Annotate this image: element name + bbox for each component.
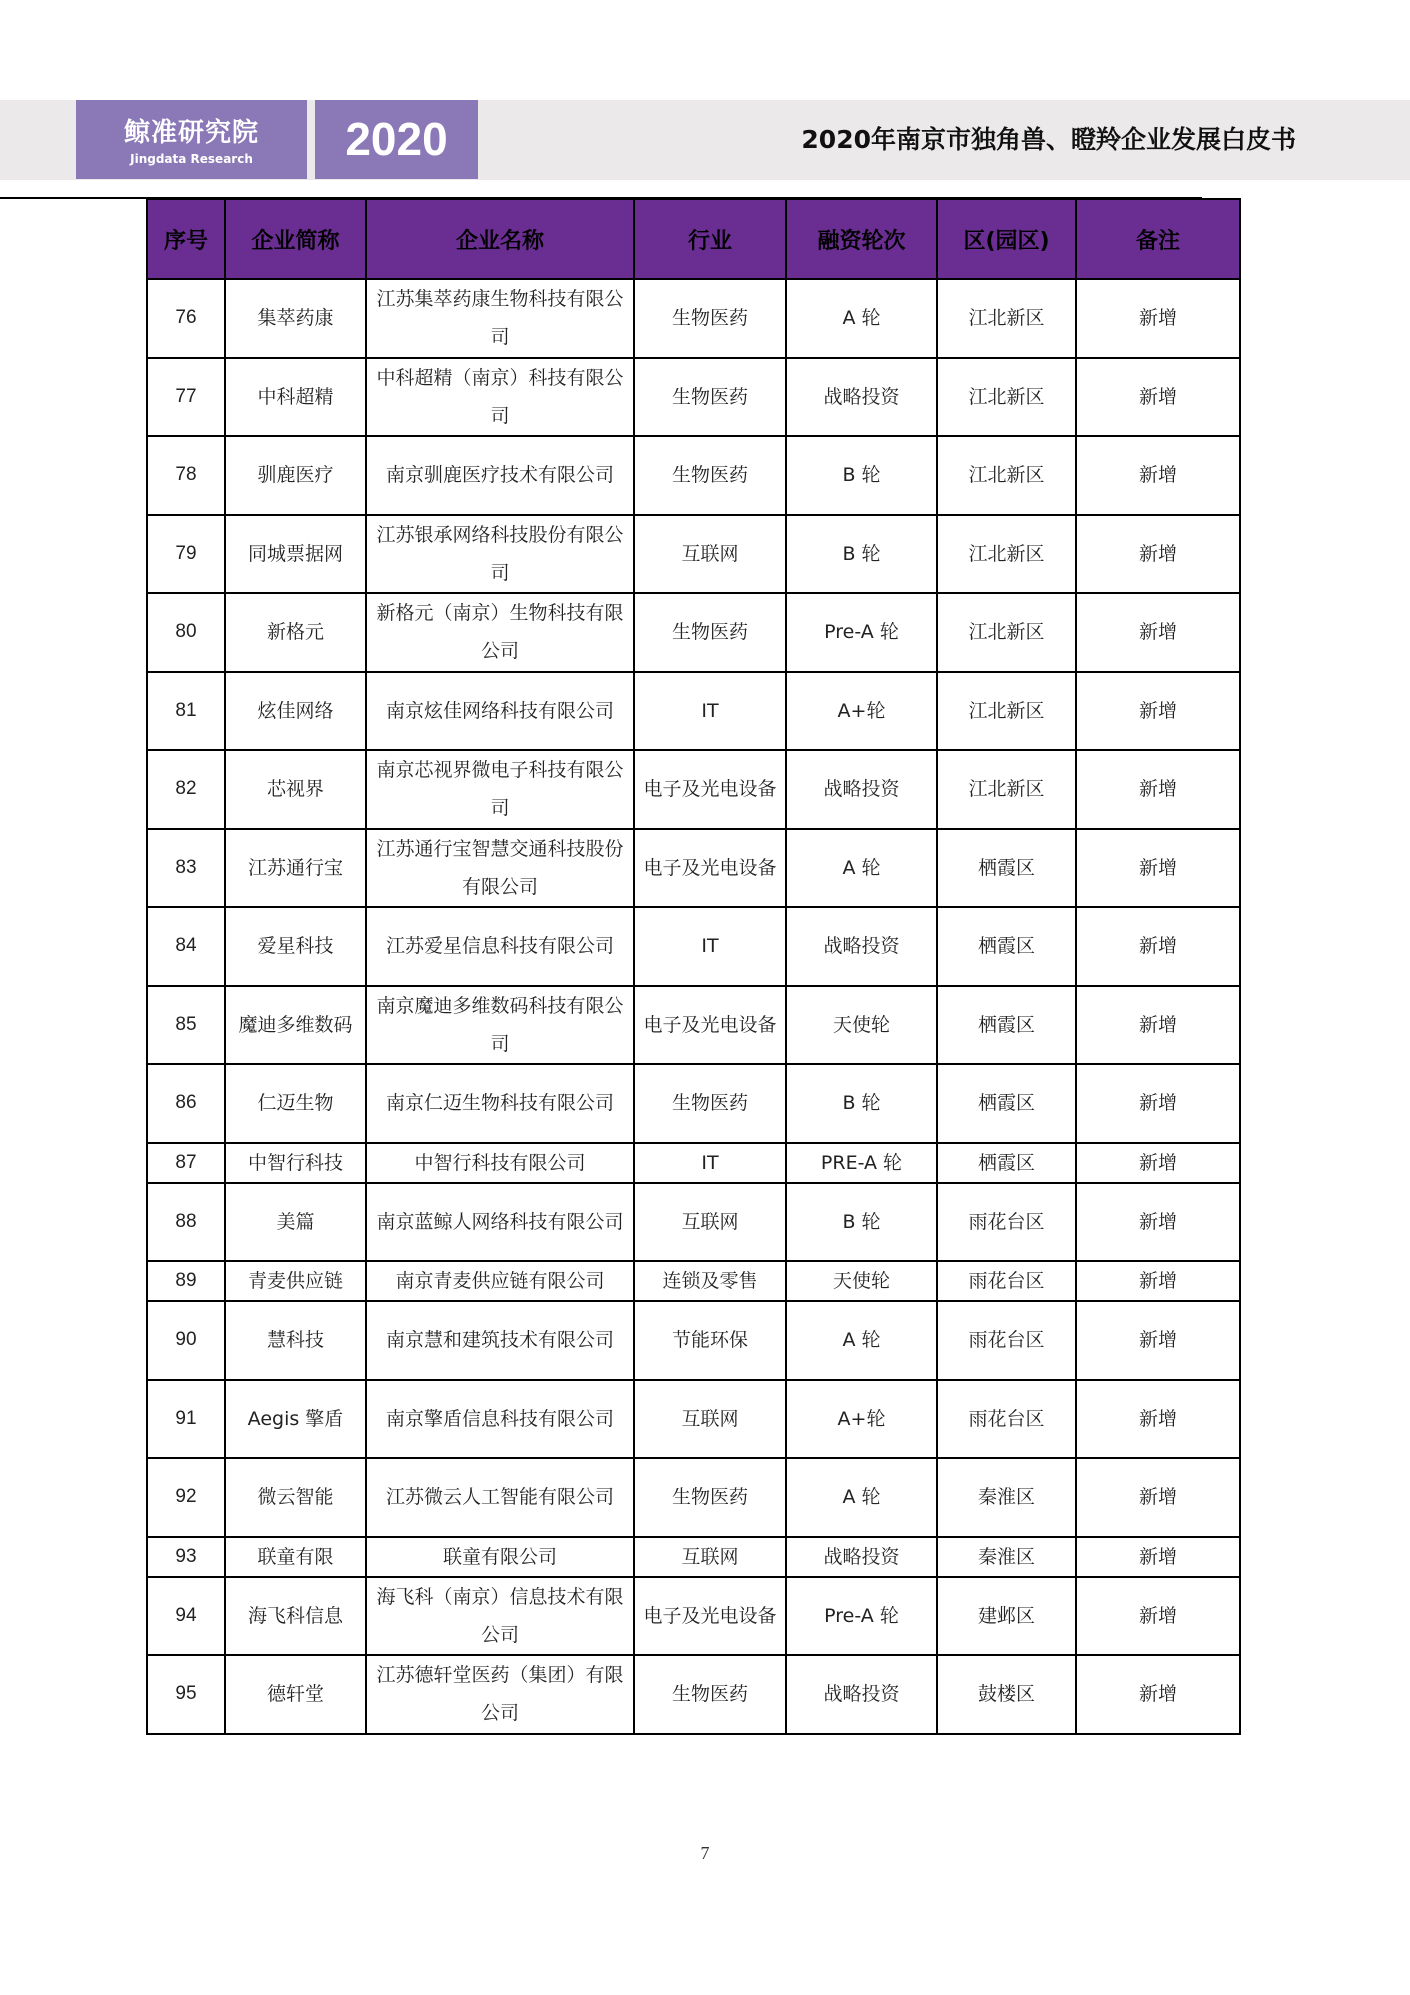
cell-round: 天使轮	[786, 1261, 937, 1301]
cell-short-name: 中智行科技	[225, 1143, 366, 1183]
cell-district: 栖霞区	[937, 1143, 1076, 1183]
cell-district: 秦淮区	[937, 1458, 1076, 1537]
cell-short-name: 美篇	[225, 1183, 366, 1262]
cell-round: B 轮	[786, 1064, 937, 1143]
table-row	[147, 1183, 1240, 1262]
logo-en-text: Jingdata Research	[130, 152, 253, 166]
cell-company-name: 江苏爱星信息科技有限公司	[366, 907, 634, 986]
cell-round: Pre-A 轮	[786, 1577, 937, 1656]
cell-round: 战略投资	[786, 1537, 937, 1577]
cell-round: A+轮	[786, 672, 937, 751]
page-number: 7	[700, 1843, 710, 1863]
cell-note: 新增	[1076, 279, 1240, 358]
cell-company-name: 中智行科技有限公司	[366, 1143, 634, 1183]
cell-short-name: 驯鹿医疗	[225, 436, 366, 515]
cell-company-name: 中科超精（南京）科技有限公司	[366, 358, 634, 437]
cell-no: 80	[147, 593, 225, 672]
cell-round: 战略投资	[786, 750, 937, 829]
cell-district: 雨花台区	[937, 1183, 1076, 1262]
cell-short-name: 炫佳网络	[225, 672, 366, 751]
cell-no: 78	[147, 436, 225, 515]
cell-short-name: 新格元	[225, 593, 366, 672]
table-row	[147, 1458, 1240, 1537]
table-row	[147, 515, 1240, 594]
cell-round: A 轮	[786, 829, 937, 908]
cell-industry: 互联网	[634, 1380, 786, 1459]
cell-no: 83	[147, 829, 225, 908]
cell-round: A 轮	[786, 279, 937, 358]
cell-industry: 互联网	[634, 515, 786, 594]
cell-round: A 轮	[786, 1301, 937, 1380]
cell-industry: 生物医药	[634, 436, 786, 515]
cell-round: B 轮	[786, 515, 937, 594]
cell-company-name: 江苏集萃药康生物科技有限公司	[366, 279, 634, 358]
cell-note: 新增	[1076, 1577, 1240, 1656]
cell-company-name: 海飞科（南京）信息技术有限公司	[366, 1577, 634, 1656]
cell-industry: 连锁及零售	[634, 1261, 786, 1301]
cell-no: 77	[147, 358, 225, 437]
cell-district: 江北新区	[937, 593, 1076, 672]
cell-district: 雨花台区	[937, 1261, 1076, 1301]
cell-note: 新增	[1076, 829, 1240, 908]
col-header-note: 备注	[1076, 199, 1240, 279]
cell-note: 新增	[1076, 907, 1240, 986]
cell-company-name: 南京仁迈生物科技有限公司	[366, 1064, 634, 1143]
year-badge: 2020	[315, 100, 478, 179]
cell-company-name: 南京蓝鲸人网络科技有限公司	[366, 1183, 634, 1262]
cell-district: 栖霞区	[937, 829, 1076, 908]
cell-industry: 电子及光电设备	[634, 986, 786, 1065]
cell-note: 新增	[1076, 1261, 1240, 1301]
cell-no: 81	[147, 672, 225, 751]
cell-short-name: 慧科技	[225, 1301, 366, 1380]
cell-note: 新增	[1076, 1301, 1240, 1380]
table-row	[147, 1655, 1240, 1734]
table-row	[147, 1261, 1240, 1301]
cell-short-name: 芯视界	[225, 750, 366, 829]
cell-district: 栖霞区	[937, 1064, 1076, 1143]
table-row	[147, 1577, 1240, 1656]
cell-note: 新增	[1076, 1064, 1240, 1143]
table-row	[147, 279, 1240, 358]
cell-no: 92	[147, 1458, 225, 1537]
cell-district: 江北新区	[937, 672, 1076, 751]
cell-industry: 生物医药	[634, 1458, 786, 1537]
cell-short-name: 同城票据网	[225, 515, 366, 594]
cell-industry: IT	[634, 1143, 786, 1183]
table-row	[147, 1537, 1240, 1577]
cell-company-name: 南京慧和建筑技术有限公司	[366, 1301, 634, 1380]
document-title: 2020年南京市独角兽、瞪羚企业发展白皮书	[801, 125, 1296, 154]
cell-short-name: 海飞科信息	[225, 1577, 366, 1656]
cell-round: 战略投资	[786, 1655, 937, 1734]
cell-no: 93	[147, 1537, 225, 1577]
cell-no: 95	[147, 1655, 225, 1734]
cell-industry: 生物医药	[634, 593, 786, 672]
cell-short-name: 青麦供应链	[225, 1261, 366, 1301]
cell-no: 82	[147, 750, 225, 829]
cell-company-name: 江苏德轩堂医药（集团）有限公司	[366, 1655, 634, 1734]
cell-short-name: 微云智能	[225, 1458, 366, 1537]
cell-company-name: 南京驯鹿医疗技术有限公司	[366, 436, 634, 515]
cell-company-name: 江苏银承网络科技股份有限公司	[366, 515, 634, 594]
col-header-company-name: 企业名称	[366, 199, 634, 279]
cell-short-name: 联童有限	[225, 1537, 366, 1577]
cell-district: 建邺区	[937, 1577, 1076, 1656]
table-row	[147, 986, 1240, 1065]
cell-company-name: 联童有限公司	[366, 1537, 634, 1577]
cell-note: 新增	[1076, 1183, 1240, 1262]
cell-industry: 电子及光电设备	[634, 750, 786, 829]
cell-note: 新增	[1076, 1380, 1240, 1459]
cell-industry: 生物医药	[634, 1064, 786, 1143]
cell-short-name: 德轩堂	[225, 1655, 366, 1734]
cell-no: 91	[147, 1380, 225, 1459]
table-row	[147, 750, 1240, 829]
cell-round: 战略投资	[786, 358, 937, 437]
table-row	[147, 672, 1240, 751]
cell-no: 76	[147, 279, 225, 358]
logo-cn-text: 鲸准研究院	[123, 118, 259, 148]
cell-no: 88	[147, 1183, 225, 1262]
table-row	[147, 1380, 1240, 1459]
cell-note: 新增	[1076, 750, 1240, 829]
cell-note: 新增	[1076, 1458, 1240, 1537]
cell-note: 新增	[1076, 593, 1240, 672]
col-header-no: 序号	[147, 199, 225, 279]
cell-note: 新增	[1076, 436, 1240, 515]
table-row	[147, 829, 1240, 908]
cell-no: 86	[147, 1064, 225, 1143]
cell-no: 87	[147, 1143, 225, 1183]
col-header-district: 区(园区)	[937, 199, 1076, 279]
cell-short-name: 仁迈生物	[225, 1064, 366, 1143]
table-row	[147, 358, 1240, 437]
cell-round: B 轮	[786, 1183, 937, 1262]
cell-industry: 电子及光电设备	[634, 1577, 786, 1656]
col-header-short-name: 企业简称	[225, 199, 366, 279]
cell-district: 江北新区	[937, 515, 1076, 594]
cell-short-name: 中科超精	[225, 358, 366, 437]
table-row	[147, 1143, 1240, 1183]
cell-round: PRE-A 轮	[786, 1143, 937, 1183]
cell-note: 新增	[1076, 672, 1240, 751]
cell-no: 85	[147, 986, 225, 1065]
col-header-round: 融资轮次	[786, 199, 937, 279]
cell-no: 84	[147, 907, 225, 986]
cell-district: 鼓楼区	[937, 1655, 1076, 1734]
cell-district: 江北新区	[937, 358, 1076, 437]
cell-no: 79	[147, 515, 225, 594]
cell-note: 新增	[1076, 986, 1240, 1065]
cell-company-name: 江苏通行宝智慧交通科技股份有限公司	[366, 829, 634, 908]
cell-district: 江北新区	[937, 436, 1076, 515]
cell-industry: 生物医药	[634, 279, 786, 358]
cell-district: 秦淮区	[937, 1537, 1076, 1577]
cell-note: 新增	[1076, 1143, 1240, 1183]
cell-district: 雨花台区	[937, 1380, 1076, 1459]
cell-district: 江北新区	[937, 750, 1076, 829]
table-row	[147, 593, 1240, 672]
cell-short-name: 爱星科技	[225, 907, 366, 986]
table-row	[147, 1064, 1240, 1143]
cell-short-name: 集萃药康	[225, 279, 366, 358]
cell-district: 江北新区	[937, 279, 1076, 358]
cell-round: Pre-A 轮	[786, 593, 937, 672]
table-row	[147, 436, 1240, 515]
cell-company-name: 新格元（南京）生物科技有限公司	[366, 593, 634, 672]
cell-company-name: 南京青麦供应链有限公司	[366, 1261, 634, 1301]
cell-company-name: 南京炫佳网络科技有限公司	[366, 672, 634, 751]
cell-short-name: 江苏通行宝	[225, 829, 366, 908]
logo	[76, 100, 307, 179]
cell-industry: 互联网	[634, 1183, 786, 1262]
cell-note: 新增	[1076, 1537, 1240, 1577]
cell-district: 栖霞区	[937, 986, 1076, 1065]
cell-company-name: 南京芯视界微电子科技有限公司	[366, 750, 634, 829]
cell-round: 天使轮	[786, 986, 937, 1065]
col-header-industry: 行业	[634, 199, 786, 279]
table-header-row	[147, 199, 1240, 279]
cell-industry: 节能环保	[634, 1301, 786, 1380]
cell-note: 新增	[1076, 358, 1240, 437]
cell-round: B 轮	[786, 436, 937, 515]
cell-note: 新增	[1076, 1655, 1240, 1734]
company-table	[146, 198, 1241, 1735]
cell-company-name: 南京擎盾信息科技有限公司	[366, 1380, 634, 1459]
cell-round: A+轮	[786, 1380, 937, 1459]
cell-district: 雨花台区	[937, 1301, 1076, 1380]
cell-round: 战略投资	[786, 907, 937, 986]
cell-note: 新增	[1076, 515, 1240, 594]
cell-short-name: 魔迪多维数码	[225, 986, 366, 1065]
table-row	[147, 1301, 1240, 1380]
cell-industry: IT	[634, 907, 786, 986]
cell-industry: 生物医药	[634, 1655, 786, 1734]
cell-no: 94	[147, 1577, 225, 1656]
cell-round: A 轮	[786, 1458, 937, 1537]
cell-company-name: 江苏微云人工智能有限公司	[366, 1458, 634, 1537]
cell-company-name: 南京魔迪多维数码科技有限公司	[366, 986, 634, 1065]
cell-industry: 电子及光电设备	[634, 829, 786, 908]
cell-industry: IT	[634, 672, 786, 751]
cell-short-name: Aegis 擎盾	[225, 1380, 366, 1459]
cell-industry: 互联网	[634, 1537, 786, 1577]
table-row	[147, 907, 1240, 986]
cell-industry: 生物医药	[634, 358, 786, 437]
cell-district: 栖霞区	[937, 907, 1076, 986]
cell-no: 89	[147, 1261, 225, 1301]
cell-no: 90	[147, 1301, 225, 1380]
